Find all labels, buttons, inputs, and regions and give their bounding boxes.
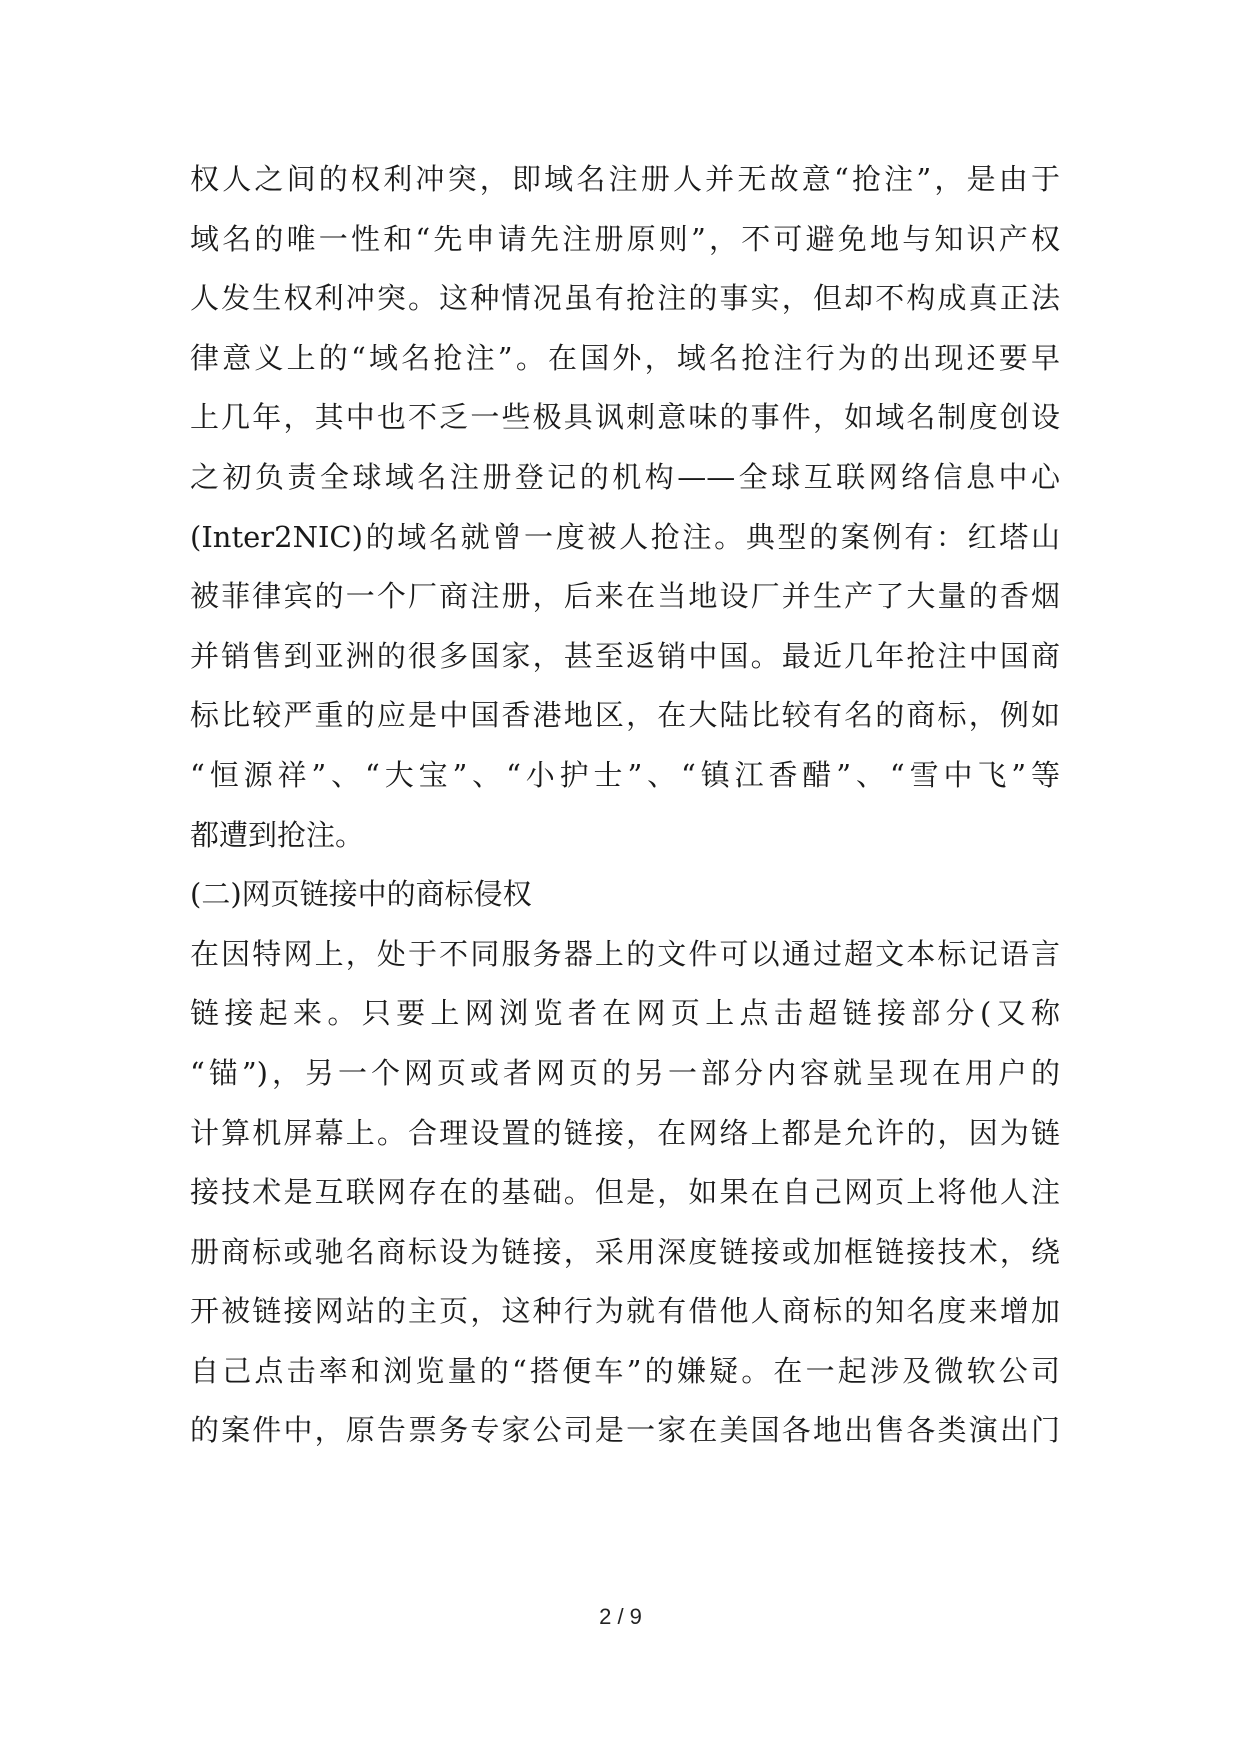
text-line: 人发生权利冲突。这种情况虽有抢注的事实，但却不构成真正法 (190, 281, 1060, 316)
text-line: (Inter2NIC)的域名就曾一度被人抢注。典型的案例有：红塔山 (190, 519, 1060, 554)
text-line: 自己点击率和浏览量的“搭便车”的嫌疑。在一起涉及微软公司 (190, 1353, 1060, 1388)
text-line: 接技术是互联网存在的基础。但是，如果在自己网页上将他人注 (190, 1175, 1060, 1210)
text-line: 标比较严重的应是中国香港地区，在大陆比较有名的商标，例如 (190, 698, 1060, 733)
text-line: 的案件中，原告票务专家公司是一家在美国各地出售各类演出门 (190, 1413, 1060, 1448)
text-line: 并销售到亚洲的很多国家，甚至返销中国。最近几年抢注中国商 (190, 638, 1060, 673)
text-line: 都遭到抢注。 (190, 817, 365, 852)
text-line: 在因特网上，处于不同服务器上的文件可以通过超文本标记语言 (190, 936, 1060, 971)
text-line: 域名的唯一性和“先申请先注册原则”，不可避免地与知识产权 (190, 221, 1060, 256)
text-line: 之初负责全球域名注册登记的机构——全球互联网络信息中心 (190, 459, 1060, 494)
text-line: 链接起来。只要上网浏览者在网页上点击超链接部分(又称 (190, 996, 1060, 1031)
text-line: 律意义上的“域名抢注”。在国外，域名抢注行为的出现还要早 (190, 340, 1060, 375)
section-heading: (二)网页链接中的商标侵权 (190, 877, 532, 912)
text-line: “恒源祥”、“大宝”、“小护士”、“镇江香醋”、“雪中飞”等 (190, 757, 1060, 792)
text-line: 被菲律宾的一个厂商注册，后来在当地设厂并生产了大量的香烟 (190, 579, 1060, 614)
text-line: 册商标或驰名商标设为链接，采用深度链接或加框链接技术，绕 (190, 1234, 1060, 1269)
text-line: “锚”)，另一个网页或者网页的另一部分内容就呈现在用户的 (190, 1055, 1060, 1090)
page-number: 2 / 9 (599, 1604, 642, 1629)
text-line: 开被链接网站的主页，这种行为就有借他人商标的知名度来增加 (190, 1294, 1060, 1329)
body-text (190, 150, 1060, 1461)
text-line: 计算机屏幕上。合理设置的链接，在网络上都是允许的，因为链 (190, 1115, 1060, 1150)
text-line: 权人之间的权利冲突，即域名注册人并无故意“抢注”，是由于 (190, 162, 1060, 196)
text-line: 上几年，其中也不乏一些极具讽刺意味的事件，如域名制度创设 (190, 400, 1060, 435)
